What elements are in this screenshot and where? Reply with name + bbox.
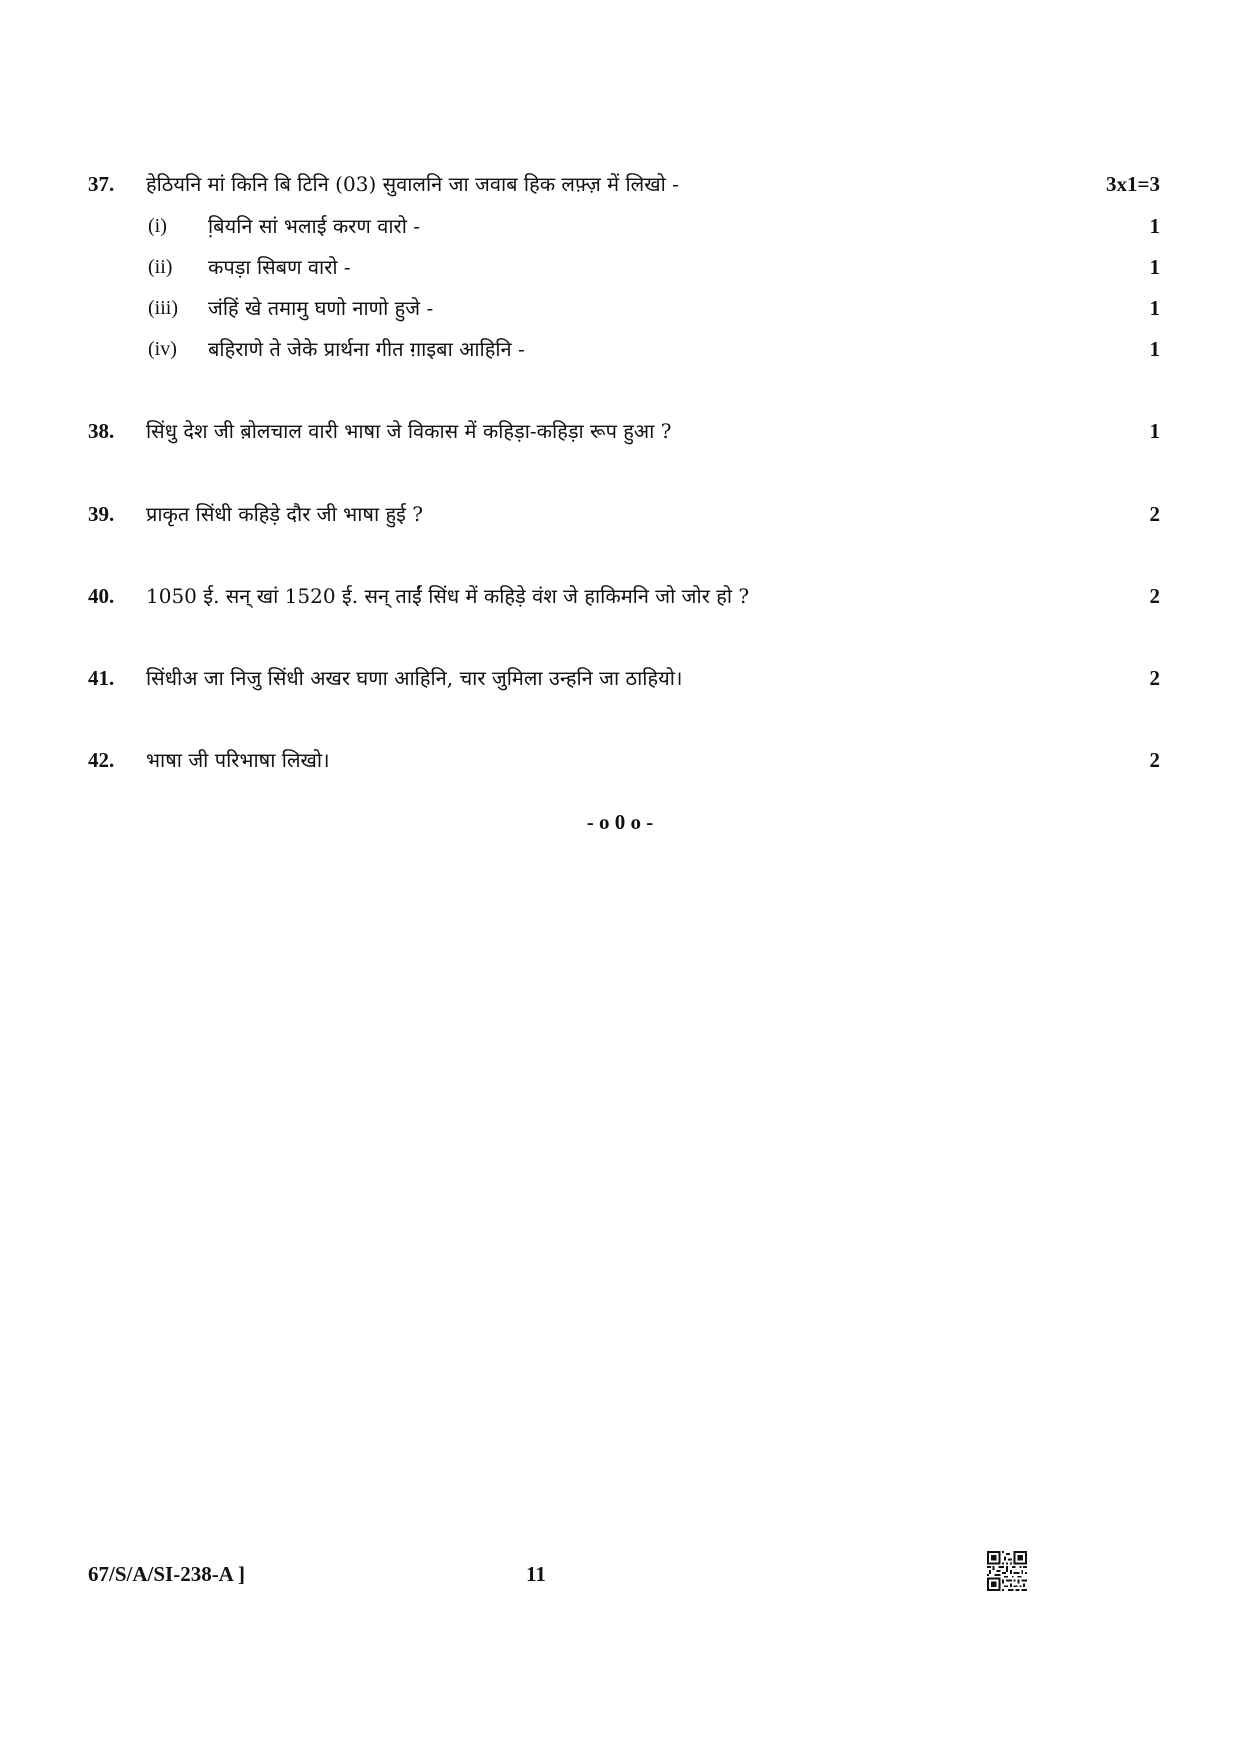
subpart-text: जंहिं खे तमामु घणो नाणो हुजे - — [208, 296, 434, 320]
question-number: 38. — [88, 419, 115, 443]
question-40 — [88, 581, 1160, 611]
question-text: 1050 ई. सन् खां 1520 ई. सन् ताईं सिंध में कहिड़े वंश जे हाकिमनि जो जोर हो ? — [146, 584, 750, 608]
question-42 — [88, 745, 1160, 775]
subpart-text: बहिराणे ते जेके प्रार्थना गीत ग़ाइबा आहिनि - — [208, 337, 525, 361]
question-text: प्राकृत सिंधी कहिड़े दौर जी भाषा हुई ? — [146, 502, 424, 526]
question-text: सिंधु देश जी ब़ोलचाल वारी भाषा जे विकास में कहिड़ा-कहिड़ा रूप हुआ ? — [146, 419, 672, 443]
question-37 — [88, 169, 1160, 199]
question-text: सिंधीअ जा निजु सिंधी अखर घणा आहिनि, चार जुमिला उन्हनि जा ठाहियो। — [146, 666, 683, 690]
subpart-marks: 1 — [1149, 214, 1160, 238]
question-marks: 2 — [1149, 584, 1160, 608]
subpart-iv — [148, 334, 1160, 364]
subpart-text: कपड़ा सिबण वारो - — [208, 255, 351, 279]
subpart-i — [148, 211, 1160, 241]
question-text: हेठियनि मां किनि बि टिनि (03) सुवालनि जा जवाब हिक लफ़्ज़ में लिखो - — [146, 172, 679, 196]
subpart-iii — [148, 293, 1160, 323]
question-marks: 2 — [1149, 666, 1160, 690]
question-38 — [88, 416, 1160, 446]
page-number: 11 — [526, 1562, 546, 1586]
question-number: 40. — [88, 584, 115, 608]
question-39 — [88, 499, 1160, 529]
question-number: 39. — [88, 502, 115, 526]
subpart-label: (i) — [148, 215, 167, 237]
qr-code-icon — [987, 1551, 1027, 1591]
question-number: 37. — [88, 172, 115, 196]
question-number: 42. — [88, 748, 115, 772]
end-of-paper-mark: - o 0 o - — [586, 810, 654, 834]
question-text: भाषा जी परिभाषा लिखो। — [146, 748, 330, 772]
subpart-label: (iv) — [148, 338, 177, 360]
question-marks: 3x1=3 — [1106, 172, 1160, 196]
subpart-marks: 1 — [1149, 337, 1160, 361]
subpart-marks: 1 — [1149, 296, 1160, 320]
subpart-label: (iii) — [148, 297, 178, 319]
subpart-text: बि़यनि सां भलाई करण वारो - — [208, 214, 421, 238]
question-marks: 2 — [1149, 748, 1160, 772]
paper-code: 67/S/A/SI-238-A ] — [88, 1562, 245, 1586]
question-number: 41. — [88, 666, 115, 690]
subpart-ii — [148, 252, 1160, 282]
subpart-marks: 1 — [1149, 255, 1160, 279]
subpart-label: (ii) — [148, 256, 173, 278]
question-marks: 1 — [1149, 419, 1160, 443]
question-marks: 2 — [1149, 502, 1160, 526]
question-41 — [88, 663, 1160, 693]
